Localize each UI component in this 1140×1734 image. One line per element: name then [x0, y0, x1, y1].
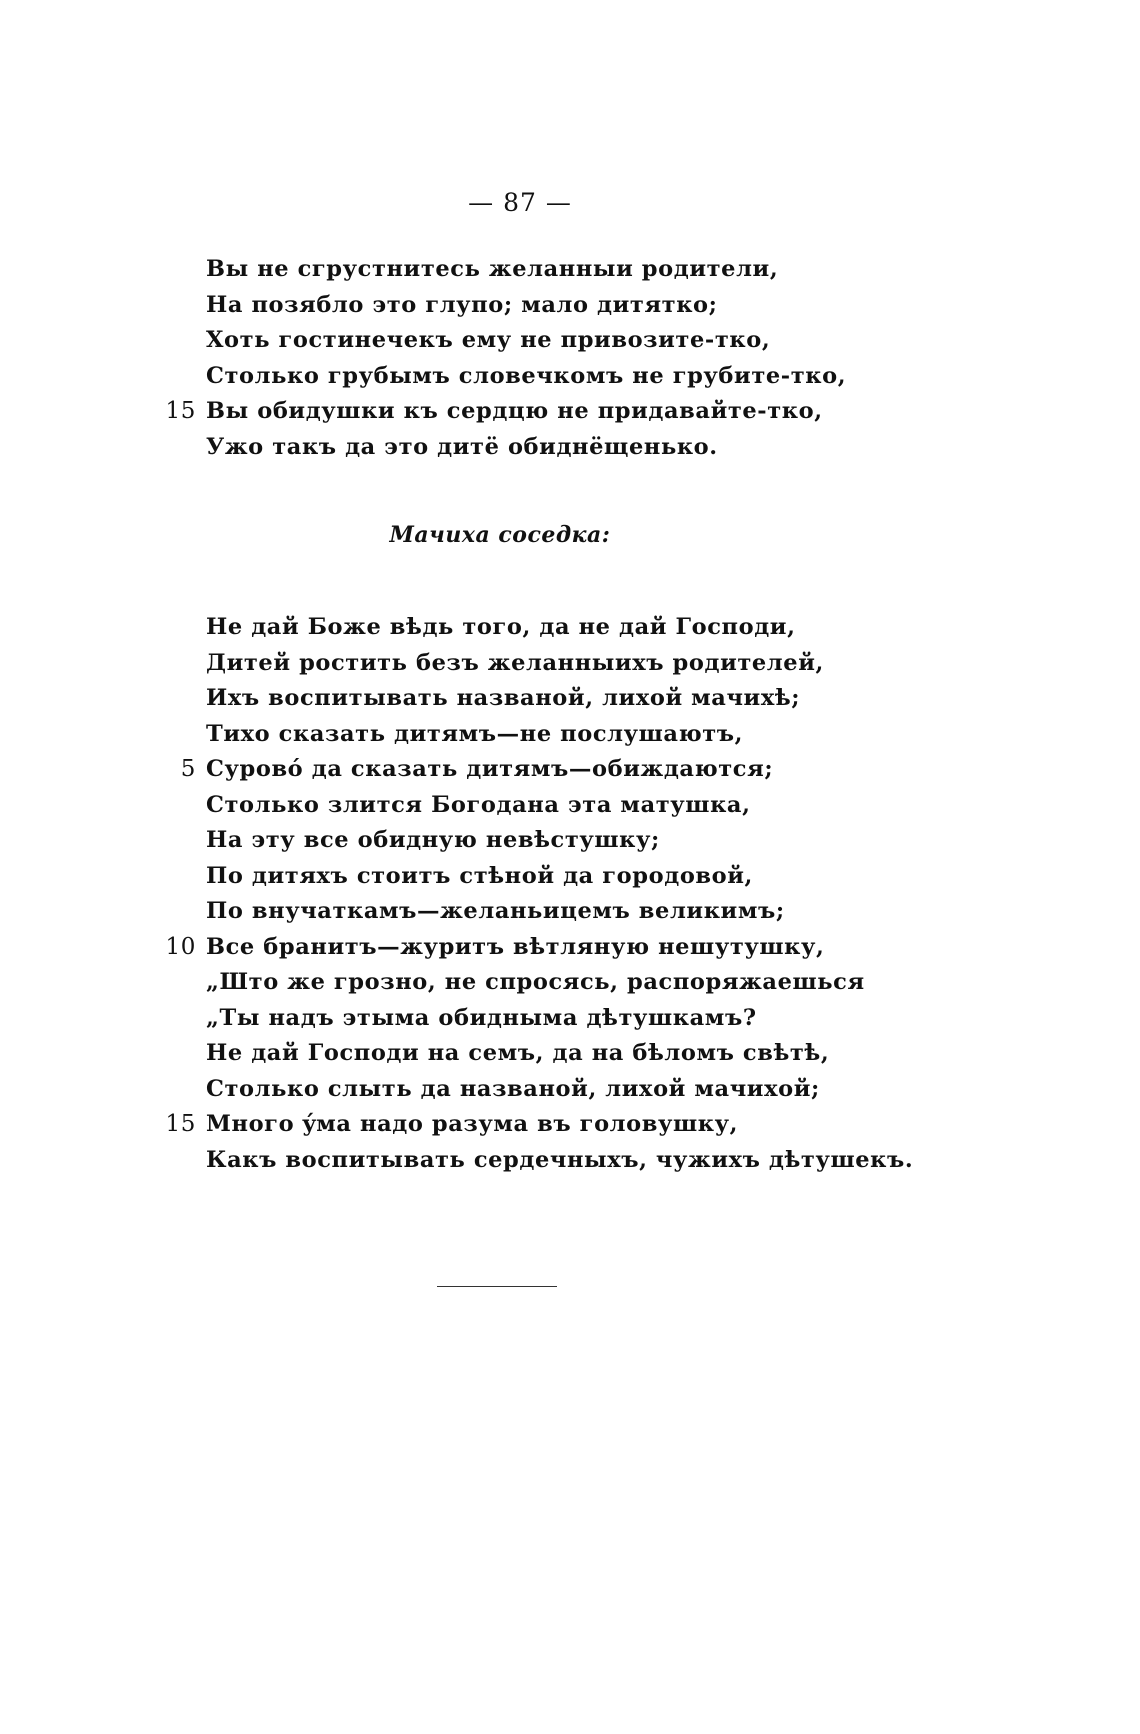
- stanza-second: [140, 610, 914, 1178]
- verse-text: Все бранитъ—журитъ вѣтляную нешутушку,: [206, 933, 825, 960]
- closing-rule: [437, 1286, 557, 1287]
- verse-line: [140, 752, 900, 788]
- line-number: 15: [165, 1111, 196, 1137]
- verse-line: [140, 823, 900, 859]
- verse-text: Много ýма надо разума въ головушку,: [206, 1111, 739, 1137]
- verse-text: Какъ воспитывать сердечныхъ, чужихъ дѣтушекъ.: [206, 1146, 914, 1173]
- verse-line: [140, 681, 900, 717]
- verse-text: Вы не сгрустнитесь желанныи родители,: [206, 256, 779, 282]
- verse-line: [140, 930, 900, 966]
- verse-text: Тихо сказать дитямъ—не послушаютъ,: [206, 720, 744, 747]
- verse-line: [140, 252, 900, 288]
- verse-text: Не дай Господи на семъ, да на бѣломъ свѣтѣ,: [206, 1040, 830, 1066]
- verse-line: [140, 359, 900, 395]
- verse-line: [140, 894, 900, 930]
- verse-line: [140, 1001, 900, 1037]
- line-number: 10: [165, 933, 196, 960]
- verse-line: [140, 430, 900, 466]
- speaker-heading: Мачиха соседка:: [389, 522, 611, 548]
- line-number: 5: [180, 756, 196, 782]
- verse-line: [140, 788, 900, 824]
- verse-text: На позябло это глупо; мало дитятко;: [206, 291, 718, 318]
- page-number: — 87 —: [468, 188, 572, 217]
- verse-text: „Ты надъ этыма обидныма дѣтушкамъ?: [206, 1004, 757, 1031]
- verse-line: [140, 1143, 914, 1179]
- verse-text: Столько слыть да названой, лихой мачихой;: [206, 1075, 820, 1102]
- verse-line: [140, 646, 900, 682]
- verse-text: Ихъ воспитывать названой, лихой мачихѣ;: [206, 685, 801, 711]
- verse-line: [140, 859, 900, 895]
- verse-text: Ужо такъ да это дитё обиднёщенько.: [206, 433, 718, 460]
- verse-text: Суровó да сказать дитямъ—обиждаются;: [206, 756, 774, 782]
- verse-line: [140, 1036, 900, 1072]
- verse-line: [140, 1107, 900, 1143]
- verse-text: Дитей ростить безъ желанныихъ родителей,: [206, 649, 824, 676]
- verse-line: [140, 394, 900, 430]
- verse-text: По внучаткамъ—желаньицемъ великимъ;: [206, 898, 785, 924]
- verse-text: Не дай Боже вѣдь того, да не дай Господи,: [206, 614, 796, 640]
- stanza-first: [140, 252, 900, 465]
- verse-text: Вы обидушки къ сердцю не придавайте-тко,: [206, 398, 823, 424]
- verse-line: [140, 323, 900, 359]
- line-number: 15: [165, 398, 196, 424]
- verse-text: Столько грубымъ словечкомъ не грубите-тко,: [206, 362, 847, 389]
- verse-line: [140, 610, 900, 646]
- verse-line: [140, 1072, 900, 1108]
- verse-line: [140, 288, 900, 324]
- verse-text: Столько злится Богодана эта матушка,: [206, 791, 751, 818]
- verse-line: [140, 717, 900, 753]
- verse-text: Хоть гостинечекъ ему не привозите-тко,: [206, 327, 771, 353]
- verse-line: [140, 965, 900, 1001]
- verse-text: „Што же грозно, не спросясь, распоряжаешься: [206, 969, 865, 995]
- verse-text: На эту все обидную невѣстушку;: [206, 827, 660, 853]
- verse-text: По дитяхъ стоитъ стѣной да городовой,: [206, 862, 753, 889]
